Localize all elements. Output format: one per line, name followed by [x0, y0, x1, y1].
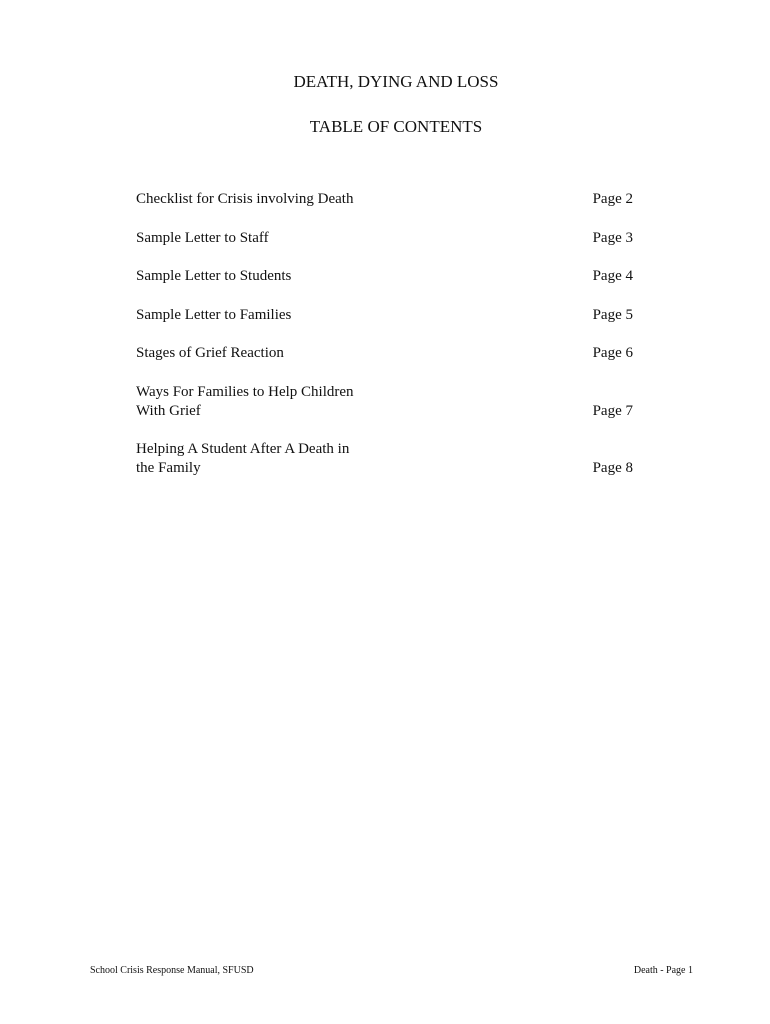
toc-entry-page: Page 5	[592, 306, 633, 323]
document-subtitle: TABLE OF CONTENTS	[309, 117, 483, 136]
footer-manual-name: School Crisis Response Manual, SFUSD	[90, 965, 254, 976]
toc-entry-title: Stages of Grief Reaction	[136, 345, 284, 361]
toc-entry	[136, 190, 636, 209]
toc-entry-title: Sample Letter to Families	[136, 306, 292, 323]
toc-entry	[136, 306, 636, 325]
toc-entry-page: Page 8	[592, 460, 633, 476]
toc-entry-page: Page 4	[592, 268, 633, 284]
footer-page-number: Death - Page 1	[633, 965, 693, 976]
toc-entry	[136, 344, 636, 363]
table-of-contents	[136, 190, 636, 498]
toc-entry-title: Sample Letter to Students	[136, 268, 292, 284]
toc-entry	[136, 267, 636, 286]
toc-entry	[136, 440, 636, 478]
document-title: DEATH, DYING AND LOSS	[293, 72, 499, 91]
toc-entry	[136, 383, 636, 421]
toc-entry	[136, 229, 636, 248]
toc-entry-page: Page 2	[592, 191, 633, 207]
toc-entry-title: Checklist for Crisis involving Death	[136, 191, 354, 207]
toc-entry-title: Helping A Student After A Death in the Family	[136, 441, 350, 476]
toc-entry-title: Sample Letter to Staff	[136, 229, 269, 246]
toc-entry-title: Ways For Families to Help Children With Grief	[136, 383, 354, 419]
toc-entry-page: Page 7	[592, 402, 633, 419]
toc-entry-page: Page 3	[592, 229, 633, 246]
toc-entry-page: Page 6	[592, 345, 633, 361]
